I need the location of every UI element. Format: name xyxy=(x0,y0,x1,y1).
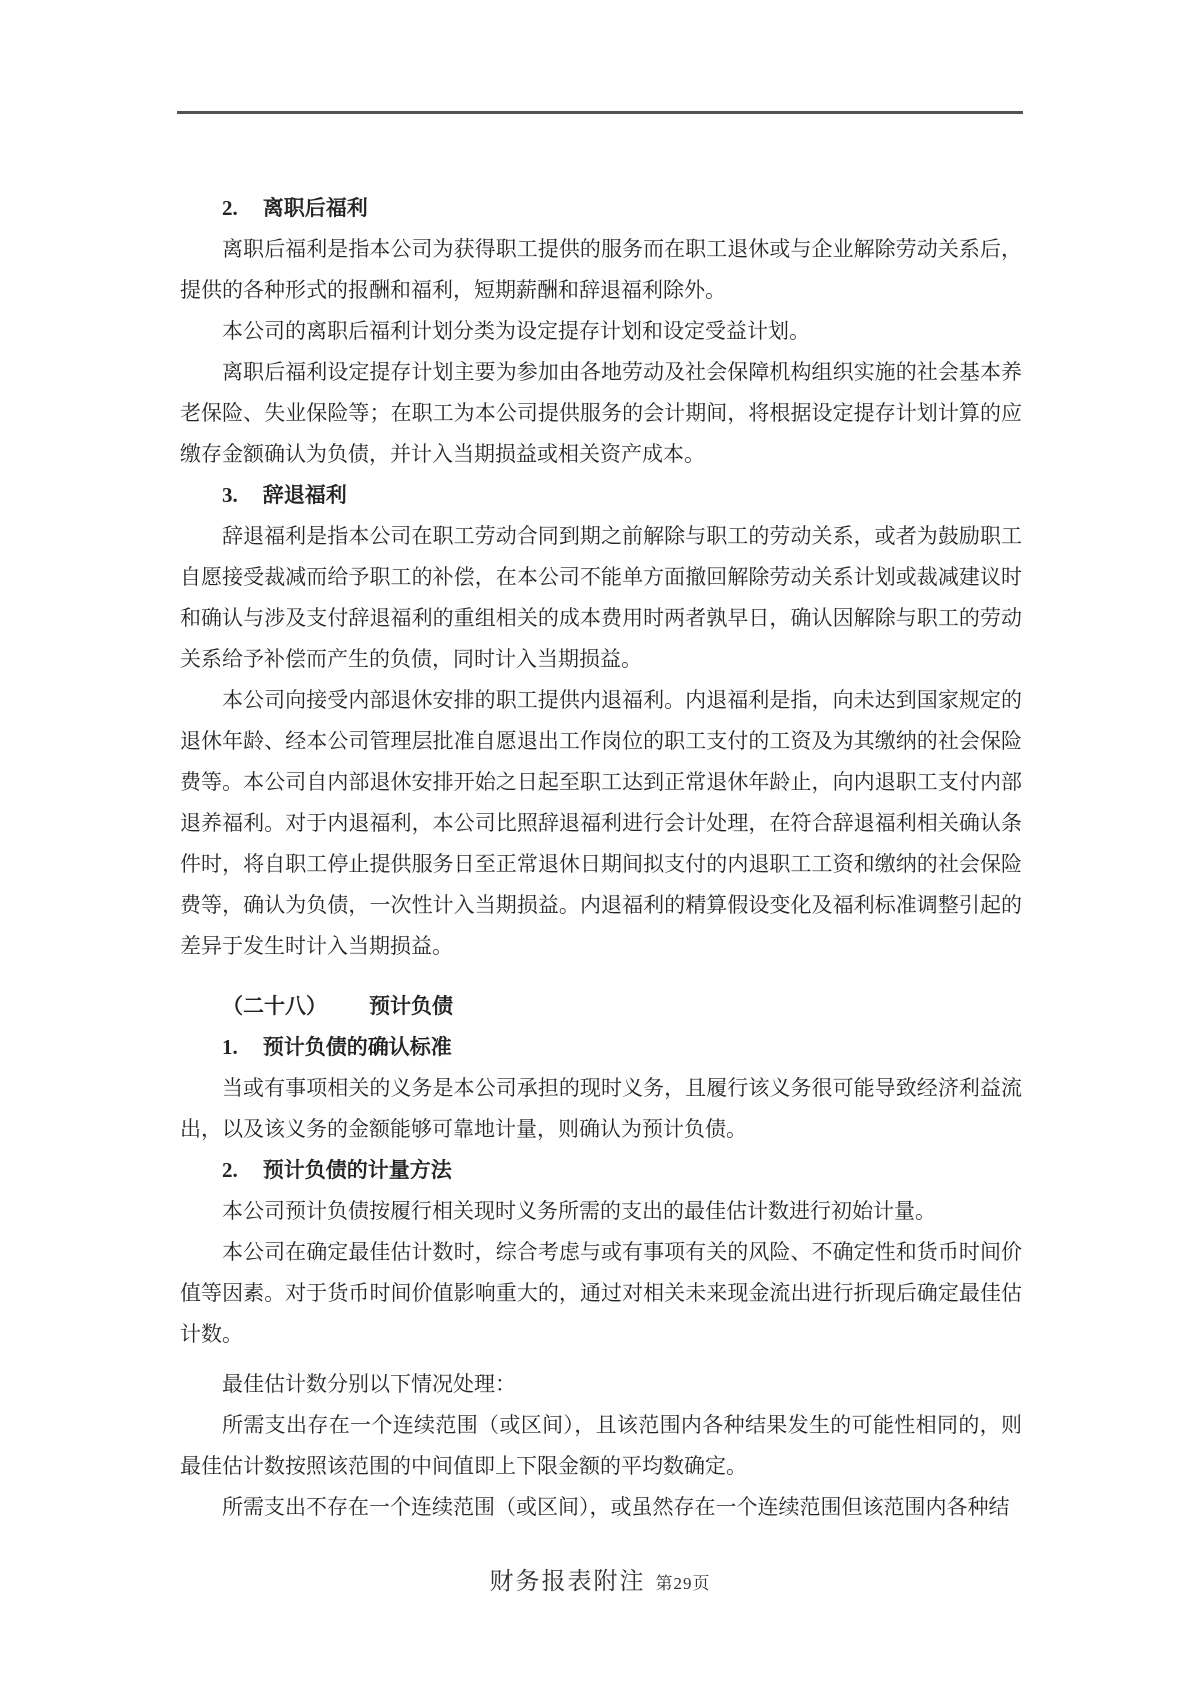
heading-number: 1. xyxy=(222,1035,238,1059)
heading-number: 2. xyxy=(222,196,238,220)
heading-title: 离职后福利 xyxy=(262,196,368,220)
paragraph: 所需支出存在一个连续范围（或区间），且该范围内各种结果发生的可能性相同的，则最佳估计数按照该范围的中间值即上下限金额的平均数确定。 xyxy=(180,1413,1022,1478)
paragraph: 本公司的离职后福利计划分类为设定提存计划和设定受益计划。 xyxy=(222,319,810,343)
paragraph: 最佳估计数分别以下情况处理： xyxy=(222,1372,516,1396)
heading-post-employment-benefits xyxy=(180,188,1022,229)
paragraph: 离职后福利设定提存计划主要为参加由各地劳动及社会保障机构组织实施的社会基本养老保险、失业保险等；在职工为本公司提供服务的会计期间，将根据设定提存计划计算的应缴存金额确认为负债，并计入当期损益或相关资产成本。 xyxy=(180,360,1022,466)
document-body xyxy=(180,188,1022,1528)
footer-doc-title: 财务报表附注 xyxy=(489,1569,646,1595)
header-rule xyxy=(177,111,1023,114)
section-title: 预计负债 xyxy=(369,994,453,1018)
paragraph: 当或有事项相关的义务是本公司承担的现时义务，且履行该义务很可能导致经济利益流出，以及该义务的金额能够可靠地计量，则确认为预计负债。 xyxy=(180,1076,1022,1141)
heading-number: 2. xyxy=(222,1158,238,1182)
heading-provisions-section xyxy=(180,986,1022,1027)
paragraph: 本公司向接受内部退休安排的职工提供内退福利。内退福利是指，向未达到国家规定的退休年龄、经本公司管理层批准自愿退出工作岗位的职工支付的工资及为其缴纳的社会保险费等。本公司自内部退休安排开始之日起至职工达到正常退休年龄止，向内退职工支付内部退养福利。对于内退福利，本公司比照辞退福利进行会计处理，在符合辞退福利相关确认条件时，将自职工停止提供服务日至正常退休日期间拟支付的内退职工工资和缴纳的社会保险费等，确认为负债，一次性计入当期损益。内退福利的精算假设变化及福利标准调整引起的差异于发生时计入当期损益。 xyxy=(180,688,1022,958)
heading-title: 预计负债的确认标准 xyxy=(262,1035,452,1059)
paragraph: 辞退福利是指本公司在职工劳动合同到期之前解除与职工的劳动关系，或者为鼓励职工自愿接受裁减而给予职工的补偿，在本公司不能单方面撤回解除劳动关系计划或裁减建议时和确认与涉及支付辞退福利的重组相关的成本费用时两者孰早日，确认因解除与职工的劳动关系给予补偿而产生的负债，同时计入当期损益。 xyxy=(180,524,1022,671)
heading-title: 预计负债的计量方法 xyxy=(262,1158,452,1182)
heading-provision-recognition xyxy=(180,1027,1022,1068)
footer-page-number: 第29页 xyxy=(655,1574,711,1593)
paragraph: 本公司在确定最佳估计数时，综合考虑与或有事项有关的风险、不确定性和货币时间价值等因素。对于货币时间价值影响重大的，通过对相关未来现金流出进行折现后确定最佳估计数。 xyxy=(180,1240,1022,1346)
section-number: （二十八） xyxy=(222,994,327,1018)
paragraph: 离职后福利是指本公司为获得职工提供的服务而在职工退休或与企业解除劳动关系后，提供的各种形式的报酬和福利，短期薪酬和辞退福利除外。 xyxy=(180,237,1022,302)
paragraph-truncated: 所需支出不存在一个连续范围（或区间），或虽然存在一个连续范围但该范围内各种结 xyxy=(222,1495,1010,1519)
heading-termination-benefits xyxy=(180,475,1022,516)
page-footer xyxy=(0,1562,1200,1605)
paragraph: 本公司预计负债按履行相关现时义务所需的支出的最佳估计数进行初始计量。 xyxy=(222,1199,936,1223)
heading-provision-measurement xyxy=(180,1150,1022,1191)
heading-number: 3. xyxy=(222,483,238,507)
heading-title: 辞退福利 xyxy=(262,483,347,507)
